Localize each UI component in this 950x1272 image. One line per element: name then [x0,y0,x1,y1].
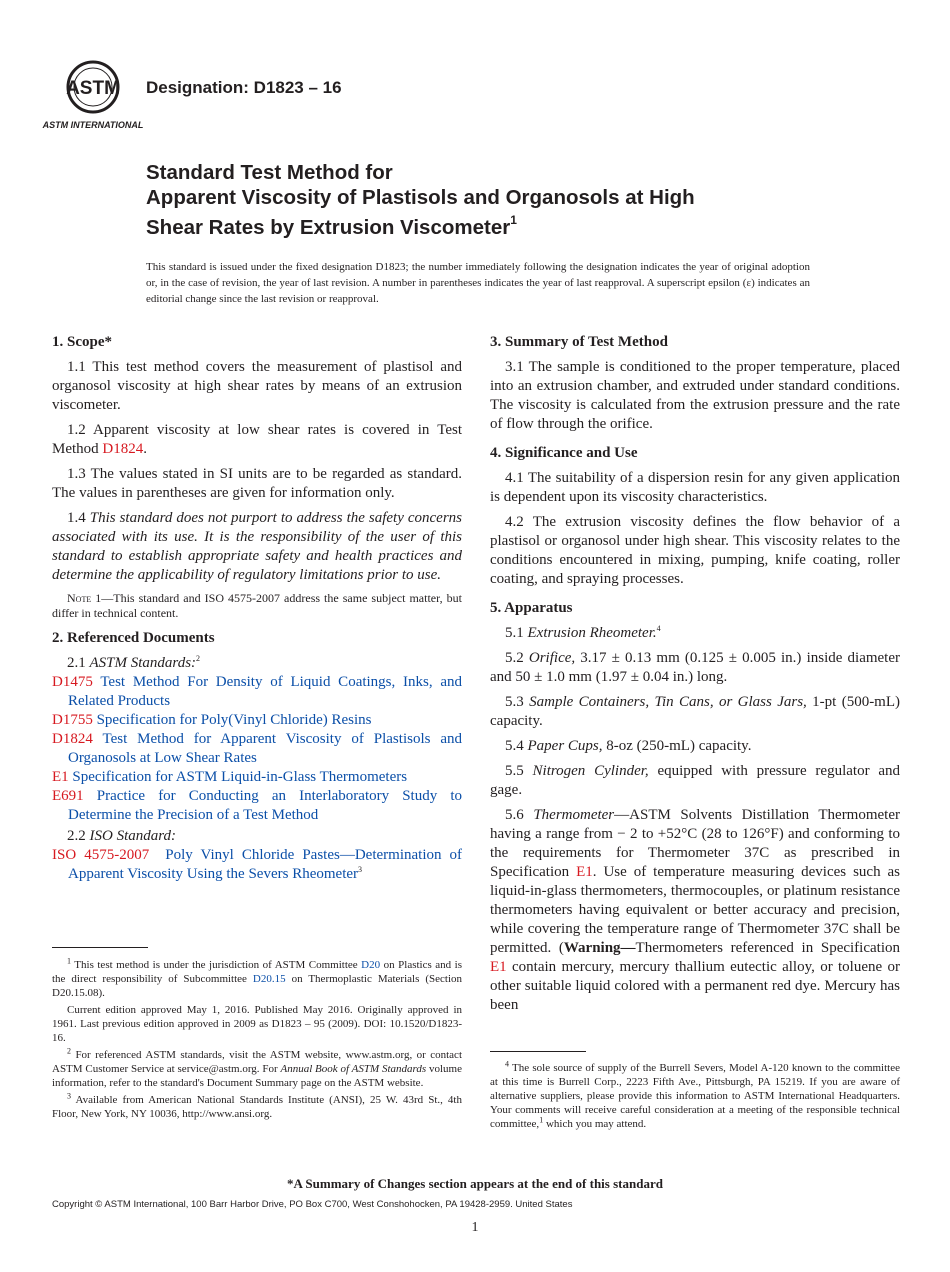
title-footnote-mark: 1 [510,213,517,227]
issuance-statement: This standard is issued under the fixed designation D1823; the number immediately following the designation indicates the year of original adoption or, in the case of revision, the year of last revision. A number in parentheses indicates the year of last reapproval. A superscript epsilon (ε) indicates an editorial change since the last revision or reapproval. [146,261,810,305]
footnote-3: $^3$ Available from American National Standards Institute (ANSI), 25 W. 43rd St., 4th Floor, New York, NY 10036, http://www.ansi.org. [52,1091,462,1120]
para-5-6: 5.6 Thermometer—ASTM Solvents Distillation Thermometer having a range from − 2 to +52°C (28 to 126°F) and conforming to the requirements for Thermometer 37C as prescribed in Specification E1. Use of temperature measuring devices such as liquid-in-glass thermometers, thermocouples, or platinum resistance thermometers having equivalent or better accuracy and precision, while covering the temperature range of Thermometer 37C shall be permitted. (Warning—Thermometers referenced in Specification E1 contain mercury, mercury thallium eutectic alloy, or toluene or other suitable liquid colored with a permanent red dye. Mercury has been [490,807,901,1013]
reference-title[interactable]: Test Method for Apparent Viscosity of Plastisols and Organosols at Low Shear Rates [68,731,463,766]
para-4-1: 4.1 The suitability of a dispersion resin for any given application is dependent upon its viscosity characteristics. [490,470,900,505]
reference-code[interactable]: D1824 [52,731,93,747]
para-1-4: 1.4 This standard does not purport to address the safety concerns associated with its use. It is the responsibility of the user of this standard to establish appropriate safety and health practices and determine the applicability of regulatory limitations prior to use. [52,510,463,583]
para-5-5: 5.5 Nitrogen Cylinder, equipped with pressure regulator and gage. [490,763,900,798]
astm-reference-item[interactable] [52,768,462,787]
apparatus-heading: 5. Apparatus [490,600,573,616]
reference-code[interactable]: D1755 [52,712,93,728]
iso-reference[interactable]: ISO 4575-2007 Poly Vinyl Chloride Pastes—Determination of Apparent Viscosity Using the Severs Rheometer$^3$ [52,847,463,882]
para-1-3: 1.3 The values stated in SI units are to be regarded as standard. The values in parentheses are given for information only. [52,466,462,501]
para-5-3: 5.3 Sample Containers, Tin Cans, or Glass Jars, 1-pt (500-mL) capacity. [490,694,901,729]
iso-standard-label: 2.2 ISO Standard: [67,828,177,844]
reference-title[interactable]: Practice for Conducting an Interlaboratory Study to Determine the Precision of a Test Method [68,788,462,823]
footnote-1: $^1$ This test method is under the jurisdiction of ASTM Committee D20 on Plastics and is the direct responsibility of Subcommittee D20.15 on Thermoplastic Materials (Section D20.15.08). [52,956,462,999]
significance-heading: 4. Significance and Use [490,445,638,461]
footnotes-right [490,1061,900,1134]
title-line-2: Apparent Viscosity of Plastisols and Organosols at High [146,186,695,209]
astm-reference-list [52,673,462,825]
reference-title[interactable]: Test Method For Density of Liquid Coatings, Inks, and Related Products [68,674,462,709]
astm-reference-item[interactable] [52,673,462,711]
svg-text:ASTM: ASTM [66,78,120,99]
footnotes-left [52,958,462,1124]
left-column [52,333,462,884]
para-3-1: 3.1 The sample is conditioned to the proper temperature, placed into an extrusion chamber, and extruded under standard conditions. The viscosity is calculated from the extrusion pressure and the rate of flow through the orifice. [490,359,900,432]
astm-logo-icon [42,56,144,132]
astm-reference-item[interactable] [52,711,462,730]
right-column [490,333,900,1021]
copyright: Copyright © ASTM International, 100 Barr Harbor Drive, PO Box C700, West Conshohocken, PA 19428-2959. United States [52,1199,573,1210]
reference-title[interactable]: Specification for Poly(Vinyl Chloride) Resins [96,712,372,728]
note-1: Note 1—This standard and ISO 4575-2007 address the same subject matter, but differ in technical content. [52,591,462,620]
scope-heading: 1. Scope* [52,334,112,350]
title-line-3: Shear Rates by Extrusion Viscometer [146,215,511,239]
title-line-1: Standard Test Method for [146,161,393,184]
astm-reference-item[interactable] [52,730,462,768]
designation: Designation: D1823 – 16 [146,78,342,97]
para-1-2: 1.2 Apparent viscosity at low shear rates is covered in Test Method D1824. [52,422,462,457]
footnote-rule-left [52,947,148,948]
footnote-rule-right [490,1051,586,1052]
summary-of-changes-note: *A Summary of Changes section appears at the end of this standard [287,1176,663,1191]
para-5-4: 5.4 Paper Cups, 8-oz (250-mL) capacity. [505,738,752,754]
para-5-2: 5.2 Orifice, 3.17 ± 0.13 mm (0.125 ± 0.005 in.) inside diameter and 50 ± 1.0 mm (1.97 ± 0.04 in.) long. [490,650,900,685]
page-number: 1 [471,1220,479,1235]
footnote-1-current-edition: Current edition approved May 1, 2016. Published May 2016. Originally approved in 1961. Last previous edition approved in 2009 as D1823 – 95 (2009). DOI: 10.1520/D1823-16. [52,1004,462,1044]
reference-code[interactable]: E691 [52,788,84,804]
reference-code[interactable]: D1475 [52,674,93,690]
reference-code[interactable]: E1 [52,769,69,785]
footnote-4: $^4$ The sole source of supply of the Burrell Severs, Model A-120 known to the committee at this time is Burrell Corp., 2223 Fifth Ave., Pittsburgh, PA 15219. If you are aware of alternative suppliers, please provide this information to ASTM International Headquarters. Your comments will receive careful consideration at a meeting of the responsible technical committee,$^1$ which you may attend. [490,1059,900,1130]
referenced-heading: 2. Referenced Documents [52,630,215,646]
link-d20-15[interactable]: D20.15 [252,973,286,985]
astm-logo [42,56,144,132]
astm-reference-item[interactable] [52,787,462,825]
link-e1[interactable]: E1 [576,864,593,880]
para-5-1: 5.1 Extrusion Rheometer.$^4$ [505,624,661,641]
para-1-1: 1.1 This test method covers the measurement of plastisol and organosol viscosity at high shear rates by means of an extrusion viscometer. [52,359,462,413]
footnote-2: $^2$ For referenced ASTM standards, visit the ASTM website, www.astm.org, or contact ASTM Customer Service at service@astm.org. For Annual Book of ASTM Standards volume information, refer to the standard's Document Summary page on the ASTM website. [52,1046,462,1089]
svg-text:ASTM INTERNATIONAL: ASTM INTERNATIONAL [42,120,144,130]
document-title [146,160,866,240]
reference-title[interactable]: Specification for ASTM Liquid-in-Glass Thermometers [72,769,408,785]
para-4-2: 4.2 The extrusion viscosity defines the flow behavior of a plastisol or organosol under high shear. This viscosity relates to the conditions encountered in mixing, pumping, knife coating, roller coating, and spraying processes. [490,514,900,587]
summary-heading: 3. Summary of Test Method [490,334,668,350]
astm-standards-label: 2.1 ASTM Standards:$^2$ [67,654,201,671]
link-e1-2[interactable]: E1 [490,959,507,975]
link-d20[interactable]: D20 [361,959,381,971]
link-d1824[interactable]: D1824 [102,441,144,457]
